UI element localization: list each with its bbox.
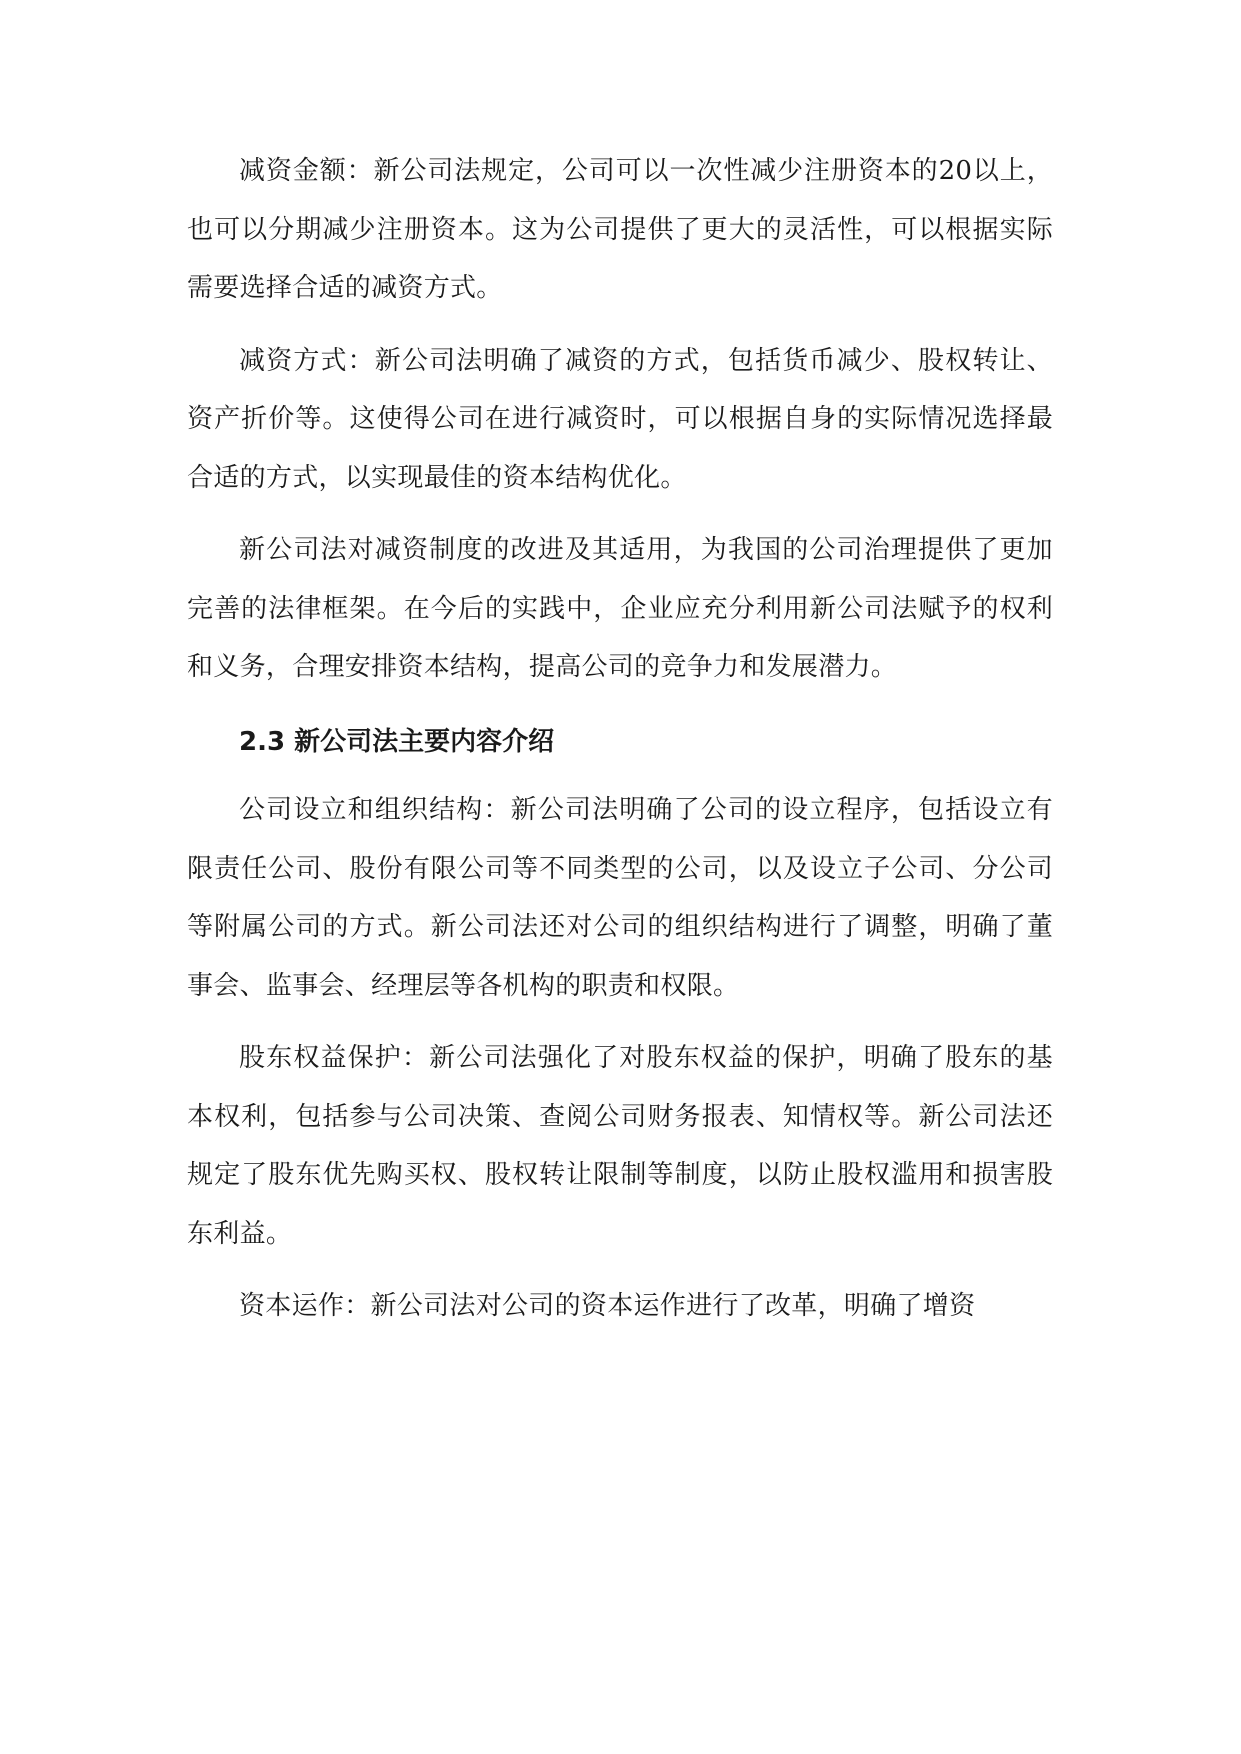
paragraph-reduction-system-summary: 新公司法对减资制度的改进及其适用，为我国的公司治理提供了更加完善的法律框架。在今后的实践中，企业应充分利用新公司法赋予的权利和义务，合理安排资本结构，提高公司的竞争力和发展潜力。 bbox=[187, 535, 1053, 682]
section-heading: 2.3 新公司法主要内容介绍 bbox=[239, 726, 555, 757]
paragraph-shareholder-protection: 股东权益保护：新公司法强化了对股东权益的保护，明确了股东的基本权利，包括参与公司决策、查阅公司财务报表、知情权等。新公司法还规定了股东优先购买权、股权转让限制等制度，以防止股权滥用和损害股东利益。 bbox=[187, 1043, 1053, 1249]
paragraph-capital-reduction-amount: 减资金额：新公司法规定，公司可以一次性减少注册资本的20以上，也可以分期减少注册资本。这为公司提供了更大的灵活性，可以根据实际需要选择合适的减资方式。 bbox=[187, 156, 1053, 303]
paragraph-company-establishment: 公司设立和组织结构：新公司法明确了公司的设立程序，包括设立有限责任公司、股份有限公司等不同类型的公司，以及设立子公司、分公司等附属公司的方式。新公司法还对公司的组织结构进行了调整，明确了董事会、监事会、经理层等各机构的职责和权限。 bbox=[187, 795, 1053, 1001]
document-body bbox=[187, 142, 1053, 1350]
paragraph-capital-operation: 资本运作：新公司法对公司的资本运作进行了改革，明确了增资 bbox=[239, 1291, 976, 1321]
paragraph-capital-reduction-method: 减资方式：新公司法明确了减资的方式，包括货币减少、股权转让、资产折价等。这使得公司在进行减资时，可以根据自身的实际情况选择最合适的方式，以实现最佳的资本结构优化。 bbox=[187, 345, 1053, 493]
